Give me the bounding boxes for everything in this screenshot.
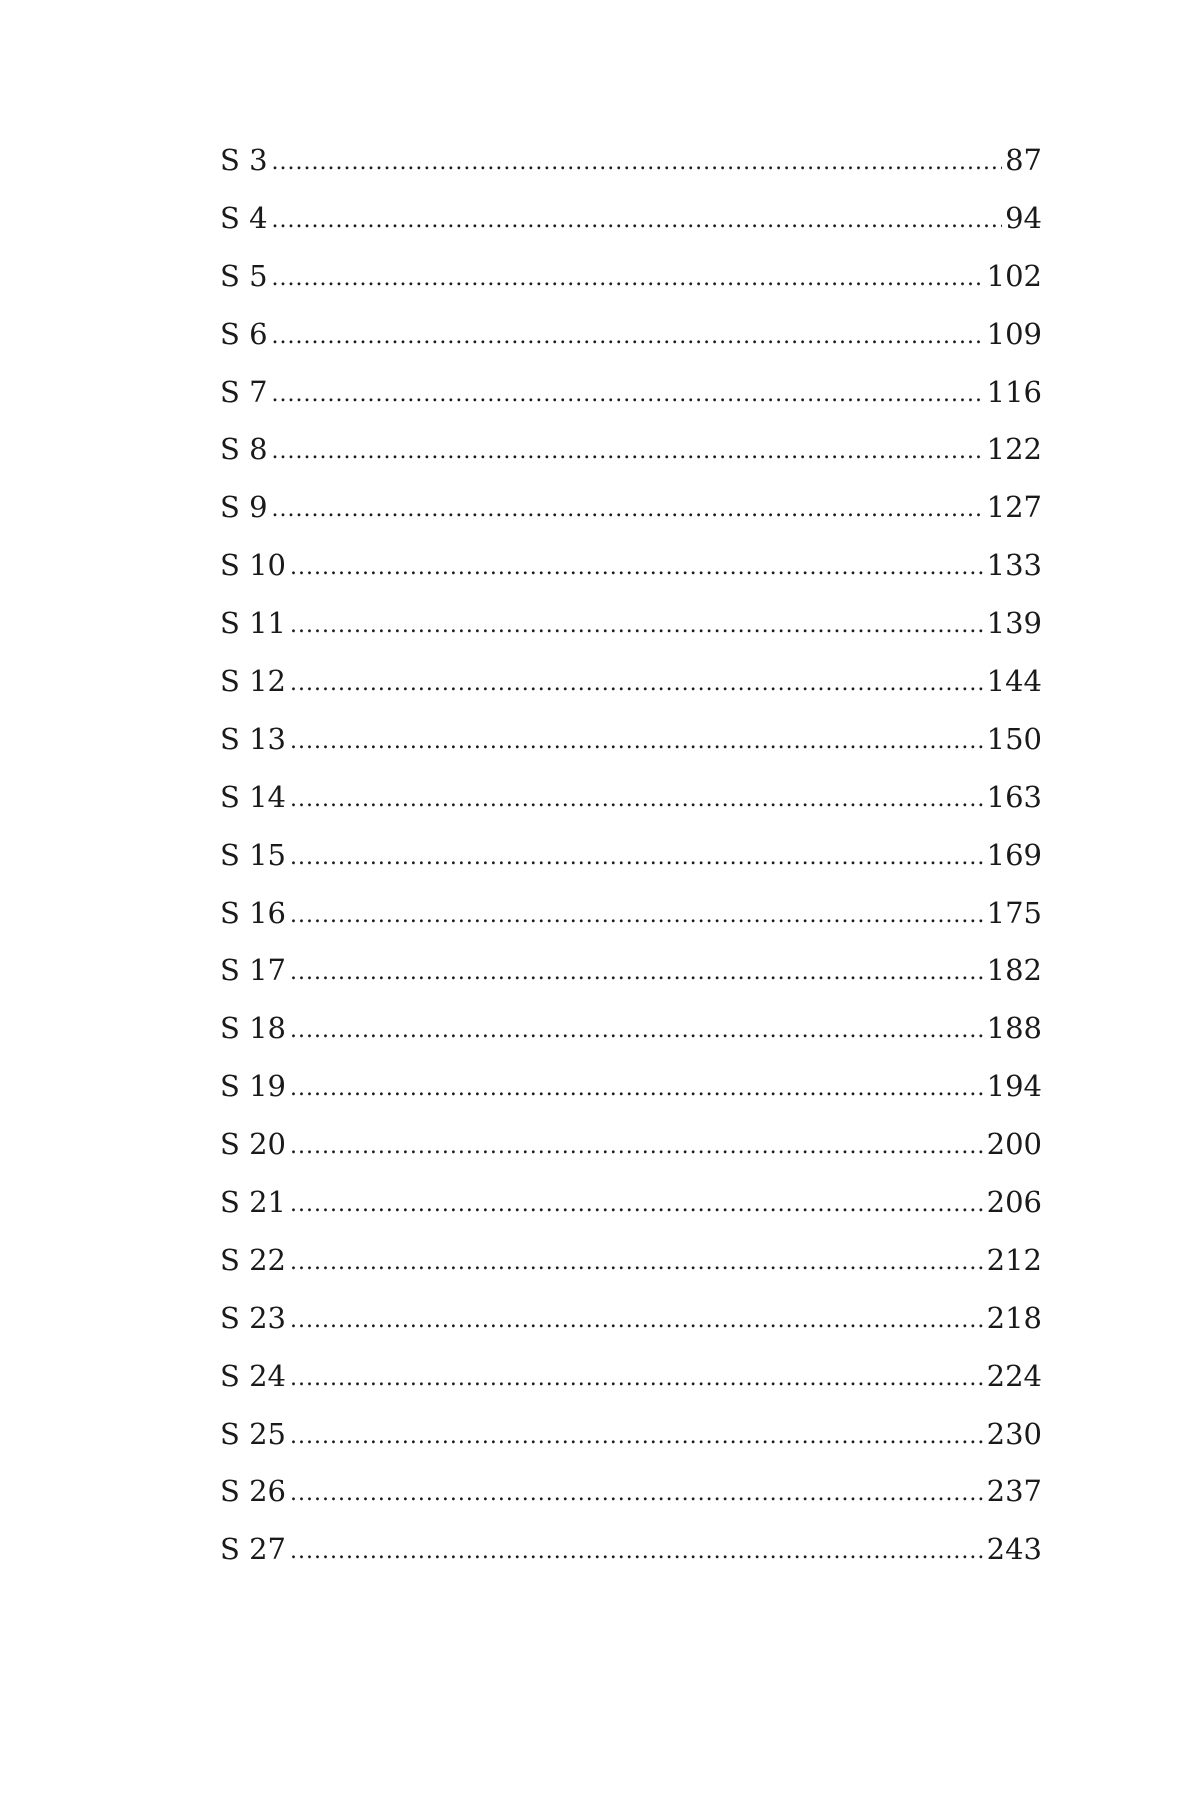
toc-entry-label: S 14: [220, 779, 286, 814]
toc-entry-page: 139: [986, 606, 1042, 641]
dot-leader: [272, 210, 1003, 232]
toc-entry[interactable]: [220, 548, 1042, 609]
toc-entry-label: S 10: [220, 548, 286, 583]
toc-entry-label: S 8: [220, 432, 268, 467]
toc-entry-label: S 24: [220, 1358, 286, 1393]
dot-leader: [272, 152, 1003, 174]
toc-entry[interactable]: [220, 1069, 1042, 1130]
toc-entry-page: 182: [986, 953, 1042, 988]
toc-entry-page: 87: [1005, 143, 1042, 177]
table-of-contents: [220, 143, 1042, 1593]
toc-entry[interactable]: [220, 143, 1042, 204]
toc-entry-label: S 12: [220, 664, 286, 699]
dot-leader: [290, 1194, 984, 1216]
toc-entry-label: S 3: [220, 143, 268, 177]
toc-entry-label: S 9: [220, 490, 268, 525]
toc-entry[interactable]: [220, 1011, 1042, 1072]
toc-entry-page: 206: [986, 1185, 1042, 1220]
dot-leader: [290, 1252, 984, 1274]
toc-entry-label: S 20: [220, 1127, 286, 1162]
toc-entry-label: S 15: [220, 837, 286, 872]
toc-entry-label: S 23: [220, 1300, 286, 1335]
dot-leader: [290, 1310, 984, 1332]
toc-entry[interactable]: [220, 200, 1042, 262]
toc-entry[interactable]: [220, 1185, 1042, 1246]
toc-entry-label: S 4: [220, 200, 268, 235]
toc-entry[interactable]: [220, 779, 1042, 841]
toc-entry-page: 175: [986, 895, 1042, 930]
toc-entry[interactable]: [220, 1358, 1042, 1420]
toc-entry[interactable]: [220, 258, 1042, 320]
dot-leader: [290, 789, 984, 811]
toc-entry-page: 109: [986, 316, 1042, 351]
toc-entry[interactable]: [220, 1474, 1042, 1535]
toc-entry-label: S 17: [220, 953, 286, 988]
dot-leader: [290, 557, 984, 579]
dot-leader: [290, 1078, 984, 1100]
toc-entry[interactable]: [220, 953, 1042, 1014]
toc-entry-label: S 11: [220, 606, 286, 641]
toc-entry-page: 102: [986, 258, 1042, 293]
toc-entry-label: S 27: [220, 1532, 286, 1567]
toc-entry-page: 133: [986, 548, 1042, 583]
toc-entry[interactable]: [220, 1416, 1042, 1478]
toc-entry-label: S 6: [220, 316, 268, 351]
dot-leader: [290, 847, 984, 869]
toc-entry-page: 94: [1005, 200, 1042, 235]
toc-entry[interactable]: [220, 490, 1042, 551]
dot-leader: [290, 615, 984, 637]
dot-leader: [290, 1483, 984, 1505]
toc-entry-label: S 13: [220, 721, 286, 756]
dot-leader: [272, 268, 984, 290]
toc-entry[interactable]: [220, 1127, 1042, 1188]
toc-entry[interactable]: [220, 664, 1042, 725]
toc-entry[interactable]: [220, 1300, 1042, 1362]
toc-entry[interactable]: [220, 1532, 1042, 1593]
toc-entry-page: 194: [986, 1069, 1042, 1104]
toc-entry-label: S 25: [220, 1416, 286, 1451]
dot-leader: [290, 1020, 984, 1042]
toc-entry-page: 116: [986, 374, 1042, 409]
toc-entry-page: 127: [986, 490, 1042, 525]
toc-entry-label: S 26: [220, 1474, 286, 1509]
toc-entry-page: 230: [986, 1416, 1042, 1451]
toc-entry-page: 200: [986, 1127, 1042, 1162]
toc-entry[interactable]: [220, 432, 1042, 493]
toc-entry-page: 144: [986, 664, 1042, 699]
toc-entry[interactable]: [220, 374, 1042, 436]
dot-leader: [290, 731, 984, 753]
toc-entry[interactable]: [220, 606, 1042, 667]
dot-leader: [290, 1368, 984, 1390]
dot-leader: [272, 326, 984, 348]
dot-leader: [290, 1136, 984, 1158]
toc-entry-label: S 18: [220, 1011, 286, 1046]
toc-entry-label: S 16: [220, 895, 286, 930]
dot-leader: [290, 1541, 984, 1563]
toc-entry-label: S 22: [220, 1242, 286, 1277]
toc-entry-page: 122: [986, 432, 1042, 467]
toc-entry-page: 212: [986, 1242, 1042, 1277]
toc-entry-page: 237: [986, 1474, 1042, 1509]
dot-leader: [272, 499, 984, 521]
toc-entry-page: 169: [986, 837, 1042, 872]
dot-leader: [272, 384, 984, 406]
dot-leader: [272, 441, 984, 463]
toc-entry[interactable]: [220, 895, 1042, 957]
toc-entry[interactable]: [220, 1242, 1042, 1304]
toc-entry[interactable]: [220, 721, 1042, 783]
toc-entry-page: 218: [986, 1300, 1042, 1335]
dot-leader: [290, 673, 984, 695]
toc-entry-page: 150: [986, 721, 1042, 756]
toc-entry-label: S 5: [220, 258, 268, 293]
toc-entry-page: 243: [986, 1532, 1042, 1567]
dot-leader: [290, 905, 984, 927]
toc-entry-label: S 7: [220, 374, 268, 409]
toc-entry-label: S 21: [220, 1185, 286, 1220]
toc-entry-page: 224: [986, 1358, 1042, 1393]
dot-leader: [290, 962, 984, 984]
toc-entry[interactable]: [220, 837, 1042, 899]
toc-entry-label: S 19: [220, 1069, 286, 1104]
toc-entry-page: 163: [986, 779, 1042, 814]
toc-entry-page: 188: [986, 1011, 1042, 1046]
toc-entry[interactable]: [220, 316, 1042, 378]
dot-leader: [290, 1426, 984, 1448]
